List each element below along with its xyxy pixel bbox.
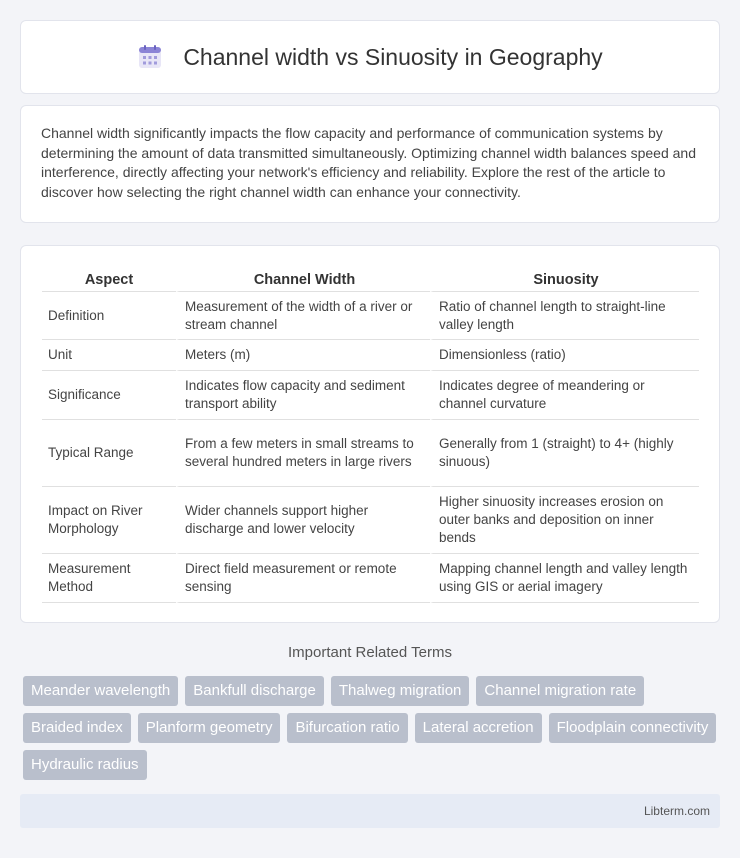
table-cell: Significance xyxy=(42,371,176,420)
related-term-tag[interactable]: Bifurcation ratio xyxy=(287,713,407,743)
table-cell: Higher sinuosity increases erosion on outer banks and deposition on inner bends xyxy=(430,487,699,554)
related-term-tag[interactable]: Hydraulic radius xyxy=(23,750,147,780)
table-row xyxy=(42,340,699,371)
calendar-icon xyxy=(137,44,163,70)
table-cell: Wider channels support higher discharge and lower velocity xyxy=(176,487,430,554)
column-header: Aspect xyxy=(42,266,176,292)
table-cell: Mapping channel length and valley length using GIS or aerial imagery xyxy=(430,554,699,603)
footer xyxy=(20,794,720,828)
related-terms-list xyxy=(23,676,723,780)
footer-site-link[interactable]: Libterm.com xyxy=(643,804,710,818)
intro-text: Channel width significantly impacts the flow capacity and performance of communication systems by determining the amount of data transmitted simultaneously. Optimizing channel width balances speed and interference, directly affecting your network's efficiency and reliability. Explore the rest of the article to discover how selecting the right channel width can enhance your connectivity. xyxy=(41,125,697,200)
table-cell: Typical Range xyxy=(42,420,176,487)
table-cell: From a few meters in small streams to several hundred meters in large rivers xyxy=(176,420,430,487)
column-header: Sinuosity xyxy=(430,266,699,292)
table-cell: Direct field measurement or remote sensing xyxy=(176,554,430,603)
related-term-tag[interactable]: Braided index xyxy=(23,713,131,743)
table-row xyxy=(42,554,699,603)
page-title: Channel width vs Sinuosity in Geography xyxy=(183,43,603,70)
table-cell: Dimensionless (ratio) xyxy=(430,340,699,371)
header-card xyxy=(20,20,720,94)
related-term-tag[interactable]: Thalweg migration xyxy=(331,676,470,706)
table-row xyxy=(42,292,699,340)
comparison-table xyxy=(42,266,699,603)
table-cell: Meters (m) xyxy=(176,340,430,371)
table-row xyxy=(42,420,699,487)
table-cell: Indicates flow capacity and sediment transport ability xyxy=(176,371,430,420)
table-cell: Unit xyxy=(42,340,176,371)
comparison-card xyxy=(20,245,720,623)
related-term-tag[interactable]: Lateral accretion xyxy=(415,713,542,743)
column-header: Channel Width xyxy=(176,266,430,292)
related-term-tag[interactable]: Floodplain connectivity xyxy=(549,713,717,743)
table-cell: Indicates degree of meandering or channel curvature xyxy=(430,371,699,420)
table-cell: Impact on River Morphology xyxy=(42,487,176,554)
related-term-tag[interactable]: Planform geometry xyxy=(138,713,281,743)
table-cell: Measurement Method xyxy=(42,554,176,603)
table-cell: Definition xyxy=(42,292,176,340)
table-cell: Generally from 1 (straight) to 4+ (highly sinuous) xyxy=(430,420,699,487)
intro-card xyxy=(20,105,720,223)
table-row xyxy=(42,371,699,420)
related-term-tag[interactable]: Meander wavelength xyxy=(23,676,178,706)
related-term-tag[interactable]: Channel migration rate xyxy=(476,676,644,706)
table-row xyxy=(42,487,699,554)
related-term-tag[interactable]: Bankfull discharge xyxy=(185,676,324,706)
table-header-row xyxy=(42,266,699,292)
related-terms-title: Important Related Terms xyxy=(288,644,452,661)
table-cell: Measurement of the width of a river or stream channel xyxy=(176,292,430,340)
table-cell: Ratio of channel length to straight-line valley length xyxy=(430,292,699,340)
